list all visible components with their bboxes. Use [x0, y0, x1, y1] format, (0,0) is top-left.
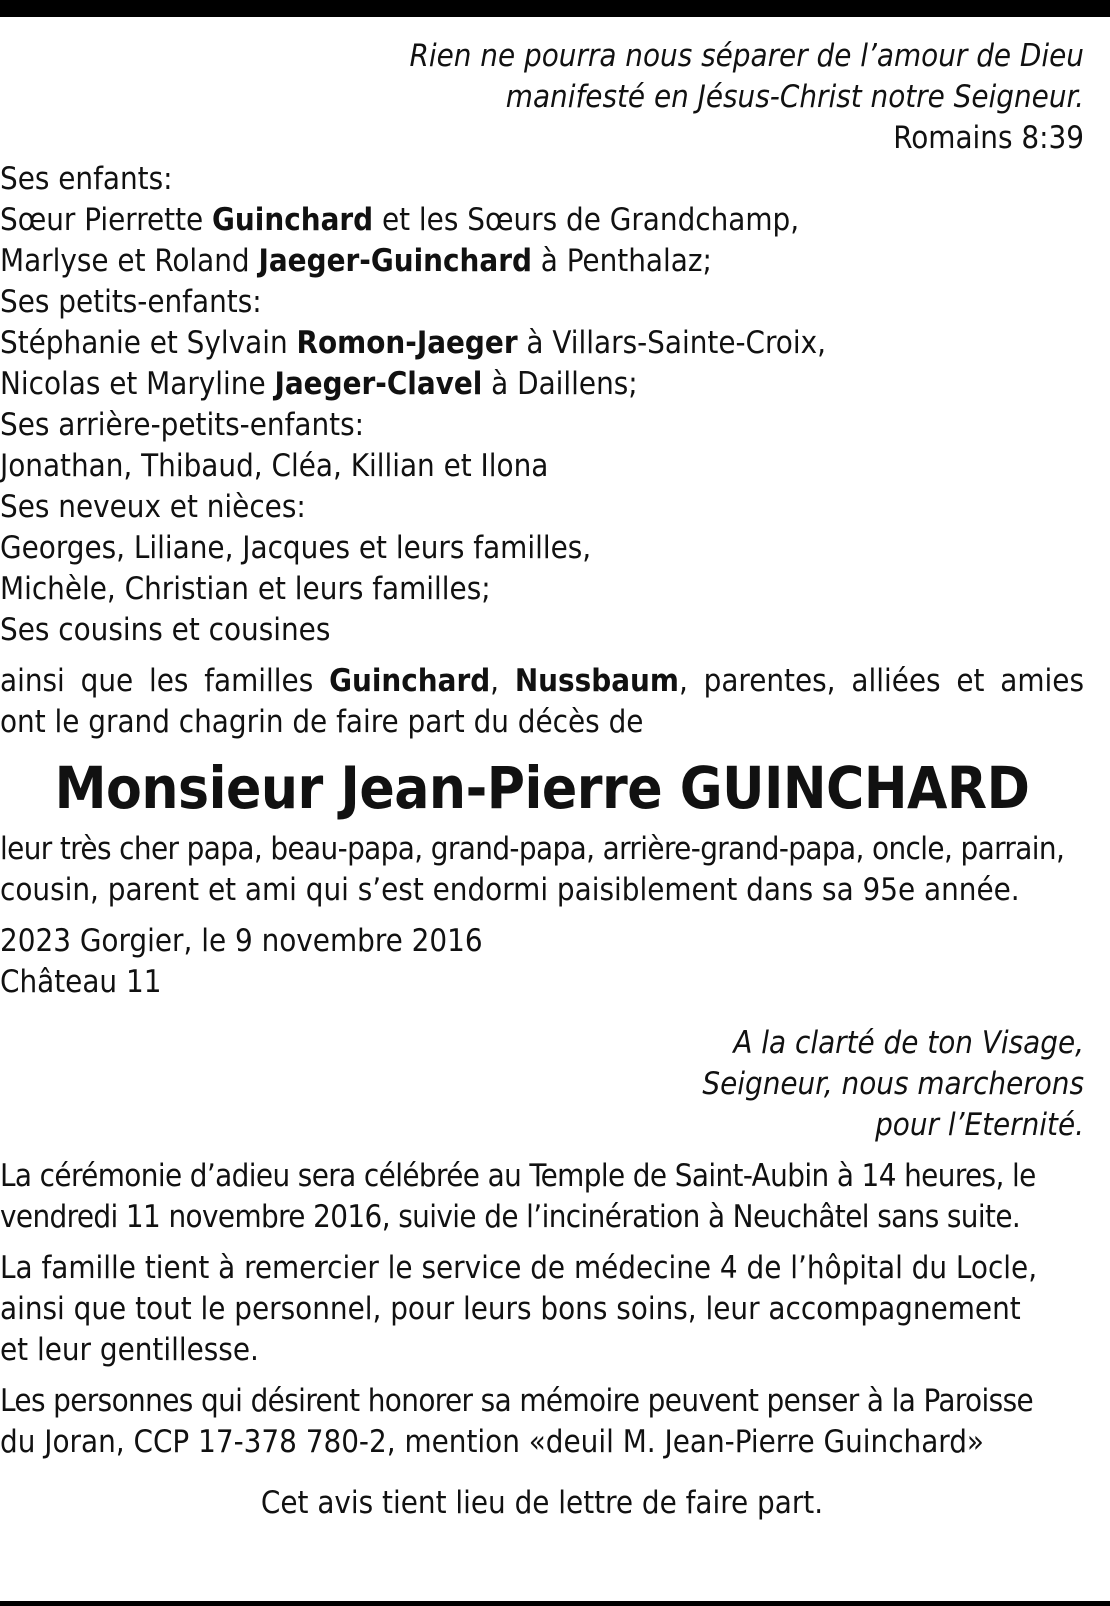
grandchild-2 — [0, 364, 1084, 405]
verse-line-1: A la clarté de ton Visage, — [733, 1025, 1084, 1061]
child-2 — [0, 241, 1084, 282]
ceremony-line-1: La cérémonie d’adieu sera célébrée au Temple de Saint-Aubin à 14 heures, le — [0, 1158, 1036, 1194]
epigraph — [0, 36, 1084, 159]
top-rule — [0, 0, 1110, 17]
deceased-name: Monsieur Jean-Pierre GUINCHARD — [54, 754, 1030, 822]
donation-line-1: Les personnes qui désirent honorer sa mémoire peuvent penser à la Paroisse — [0, 1383, 1034, 1419]
bottom-rule — [0, 1601, 1110, 1606]
thanks-line-1: La famille tient à remercier le service de médecine 4 de l’hôpital du Locle, — [0, 1250, 1038, 1286]
verse-line-2: Seigneur, nous marcherons — [702, 1066, 1084, 1102]
grandchild-1-surname: Romon-Jaeger — [296, 325, 518, 361]
nephews-line-2: Michèle, Christian et leurs familles; — [0, 571, 491, 607]
description-line-1: leur très cher papa, beau-papa, grand-papa, arrière-grand-papa, oncle, parrain, — [0, 831, 1065, 867]
family-name-1: Guinchard — [329, 663, 491, 699]
nephews-heading: Ses neveux et nièces: — [0, 489, 306, 525]
child-2-location: à Penthalaz; — [531, 243, 712, 279]
thanks — [0, 1248, 1084, 1371]
grandchild-1 — [0, 323, 1084, 364]
announcement-line-2: ont le grand chagrin de faire part du décès de — [0, 704, 644, 740]
deceased-description — [0, 829, 1084, 911]
grandchild-2-location: à Daillens; — [482, 366, 638, 402]
address-line-2: Château 11 — [0, 964, 162, 1000]
cousins: Ses cousins et cousines — [0, 612, 331, 648]
child-2-surname: Jaeger-Guinchard — [258, 243, 532, 279]
ceremony-info — [0, 1156, 1084, 1238]
donation-line-2: du Joran, CCP 17-378 780-2, mention «deuil M. Jean-Pierre Guinchard» — [0, 1424, 984, 1460]
grandchild-1-first-names: Stéphanie et Sylvain — [0, 325, 297, 361]
child-1-surname: Guinchard — [212, 202, 374, 238]
announcement-separator: , — [490, 663, 515, 699]
closing-note: Cet avis tient lieu de lettre de faire part. — [260, 1485, 824, 1521]
thanks-line-3: et leur gentillesse. — [0, 1332, 259, 1368]
epigraph-reference: Romains 8:39 — [893, 120, 1084, 156]
grandchildren-heading: Ses petits-enfants: — [0, 284, 262, 320]
announcement-line-1 — [0, 661, 1084, 702]
family-list — [0, 159, 1084, 651]
announcement-intro: ainsi que les familles — [0, 663, 330, 699]
address-block — [0, 921, 1084, 1003]
children-heading: Ses enfants: — [0, 161, 173, 197]
description-line-2: cousin, parent et ami qui s’est endormi paisiblement dans sa 95e année. — [0, 872, 1020, 908]
grandchild-1-location: à Villars-Sainte-Croix, — [517, 325, 826, 361]
verse — [0, 1023, 1084, 1146]
donation-info — [0, 1381, 1084, 1463]
grandchild-2-surname: Jaeger-Clavel — [274, 366, 483, 402]
great-grandchildren: Jonathan, Thibaud, Cléa, Killian et Ilona — [0, 448, 549, 484]
ceremony-line-2: vendredi 11 novembre 2016, suivie de l’incinération à Neuchâtel sans suite. — [0, 1199, 1021, 1235]
great-grandchildren-heading: Ses arrière-petits-enfants: — [0, 407, 365, 443]
epigraph-line-1: Rien ne pourra nous séparer de l’amour de Dieu — [409, 38, 1084, 74]
child-1-location: et les Sœurs de Grandchamp, — [373, 202, 800, 238]
verse-line-3: pour l’Eternité. — [875, 1107, 1084, 1143]
family-name-2: Nussbaum — [514, 663, 679, 699]
child-2-first-names: Marlyse et Roland — [0, 243, 259, 279]
child-1-first-names: Sœur Pierrette — [0, 202, 213, 238]
obituary-notice — [0, 36, 1084, 1524]
announcement-relatives: , parentes, alliées et amies — [678, 663, 1084, 699]
nephews-line-1: Georges, Liliane, Jacques et leurs familles, — [0, 530, 592, 566]
grandchild-2-first-names: Nicolas et Maryline — [0, 366, 275, 402]
thanks-line-2: ainsi que tout le personnel, pour leurs bons soins, leur accompagnement — [0, 1291, 1021, 1327]
address-line-1: 2023 Gorgier, le 9 novembre 2016 — [0, 923, 483, 959]
epigraph-line-2: manifesté en Jésus-Christ notre Seigneur. — [505, 79, 1084, 115]
child-1 — [0, 200, 1084, 241]
announcement — [0, 661, 1084, 743]
